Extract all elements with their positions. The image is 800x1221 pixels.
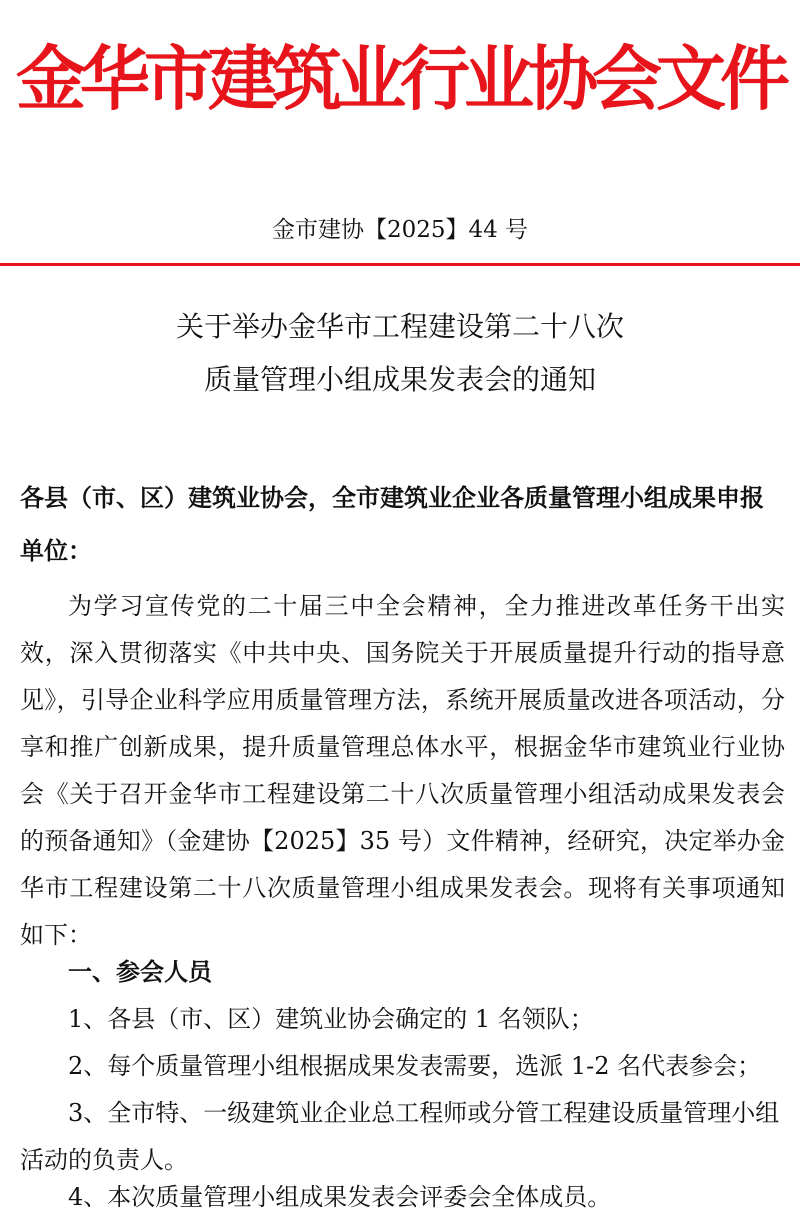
list-item: 2、每个质量管理小组根据成果发表需要，选派 1-2 名代表参会；: [68, 1052, 762, 1080]
notice-title-line-1: 关于举办金华市工程建设第二十八次: [175, 310, 624, 343]
list-item: 3、全市特、一级建筑业企业总工程师或分管工程建设质量管理小组活动的负责人。: [20, 1099, 780, 1174]
notice-title-line-2: 质量管理小组成果发表会的通知: [203, 363, 596, 396]
document-number: 金市建协【2025】44 号: [271, 217, 529, 243]
list-item: 1、各县（市、区）建筑业协会确定的 1 名领队；: [68, 1005, 594, 1033]
list-item: 4、本次质量管理小组成果发表会评委会全体成员。: [68, 1183, 612, 1211]
document-header-title: 金华市建筑业行业协会文件: [16, 38, 784, 120]
section-heading-attendees: 一、参会人员: [68, 958, 212, 986]
body-paragraph: 为学习宣传党的二十届三中全会精神，全力推进改革任务干出实效，深入贯彻落实《中共中央、国务院关于开展质量提升行动的指导意见》，引导企业科学应用质量管理方法，系统开展质量改进各项活动，分享和推广创新成果，提升质量管理总体水平，根据金华市建筑业行业协会《关于召开金华市工程建设第二十八次质量管理小组活动成果发表会的预备通知》（金建协【2025】35 号）文件精神，经研究，决定举办金华市工程建设第二十八次质量管理小组成果发表会。现将有关事项通知如下：: [20, 592, 785, 949]
red-divider-line: [0, 263, 800, 266]
addressee: 各县（市、区）建筑业协会，全市建筑业企业各质量管理小组成果申报单位：: [20, 484, 764, 565]
